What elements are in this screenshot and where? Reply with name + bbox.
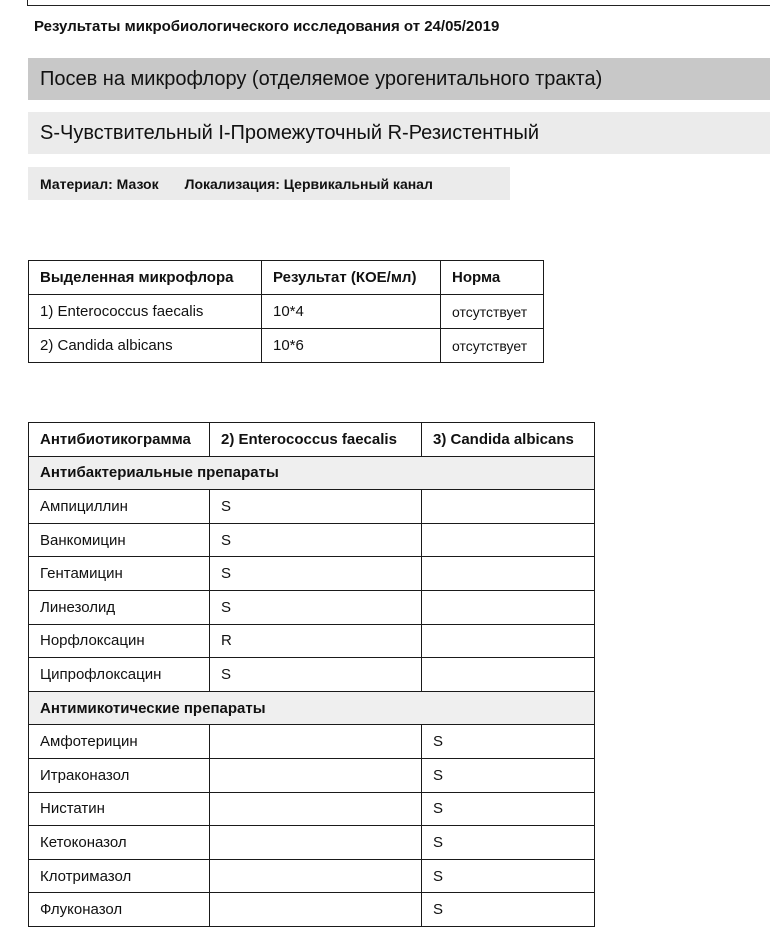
sensitivity-cell [210, 758, 422, 792]
top-frame [27, 0, 770, 6]
group-row-antibacterial [29, 456, 595, 490]
sensitivity-cell [210, 792, 422, 826]
sensitivity-cell: S [422, 725, 595, 759]
result-cell: 10*6 [262, 329, 441, 363]
drug-name: Флуконазол [29, 893, 210, 927]
sensitivity-cell [422, 557, 595, 591]
table-row [29, 329, 544, 363]
table-header-row [29, 261, 544, 295]
sensitivity-cell: S [422, 792, 595, 826]
group-title: Антимикотические препараты [29, 691, 595, 725]
drug-name: Ампициллин [29, 490, 210, 524]
report-title: Результаты микробиологического исследования от 24/05/2019 [34, 18, 500, 35]
sensitivity-cell: R [210, 624, 422, 658]
group-title: Антибактериальные препараты [29, 456, 595, 490]
drug-name: Линезолид [29, 590, 210, 624]
sensitivity-cell: S [422, 758, 595, 792]
localization-label: Локализация: Цервикальный канал [184, 175, 433, 192]
sensitivity-cell [210, 893, 422, 927]
table-row [29, 523, 595, 557]
table-row [29, 557, 595, 591]
column-header: 2) Enterococcus faecalis [210, 423, 422, 457]
sensitivity-cell [422, 624, 595, 658]
sensitivity-cell: S [422, 826, 595, 860]
column-header: Выделенная микрофлора [29, 261, 262, 295]
sensitivity-cell [422, 658, 595, 692]
microflora-table [28, 260, 544, 363]
sensitivity-cell [210, 725, 422, 759]
result-cell: 10*4 [262, 295, 441, 329]
specimen-info [28, 167, 510, 200]
test-name-banner [28, 58, 770, 100]
sensitivity-cell: S [422, 859, 595, 893]
sensitivity-cell: S [422, 893, 595, 927]
antibiogram-table [28, 422, 595, 927]
sensitivity-cell: S [210, 557, 422, 591]
table-row [29, 624, 595, 658]
table-header-row [29, 423, 595, 457]
table-row [29, 725, 595, 759]
sensitivity-cell: S [210, 590, 422, 624]
sensitivity-cell [210, 859, 422, 893]
table-row [29, 658, 595, 692]
sensitivity-cell: S [210, 490, 422, 524]
norm-cell: отсутствует [441, 329, 544, 363]
column-header: 3) Candida albicans [422, 423, 595, 457]
sensitivity-cell [210, 826, 422, 860]
table-row [29, 859, 595, 893]
table-row [29, 295, 544, 329]
organism-cell: 1) Enterococcus faecalis [29, 295, 262, 329]
norm-cell: отсутствует [441, 295, 544, 329]
drug-name: Кетоконазол [29, 826, 210, 860]
table-row [29, 826, 595, 860]
column-header: Результат (КОЕ/мл) [262, 261, 441, 295]
drug-name: Ципрофлоксацин [29, 658, 210, 692]
drug-name: Ванкомицин [29, 523, 210, 557]
table-row [29, 758, 595, 792]
sensitivity-cell [422, 490, 595, 524]
group-row-antifungal [29, 691, 595, 725]
drug-name: Итраконазол [29, 758, 210, 792]
sensitivity-cell: S [210, 523, 422, 557]
organism-cell: 2) Candida albicans [29, 329, 262, 363]
drug-name: Гентамицин [29, 557, 210, 591]
material-label: Материал: Мазок [40, 175, 159, 192]
drug-name: Нистатин [29, 792, 210, 826]
sensitivity-legend: S-Чувствительный I-Промежуточный R-Резистентный [40, 121, 540, 144]
column-header: Норма [441, 261, 544, 295]
table-row [29, 590, 595, 624]
test-name: Посев на микрофлору (отделяемое урогенитального тракта) [40, 67, 603, 90]
drug-name: Клотримазол [29, 859, 210, 893]
table-row [29, 893, 595, 927]
sensitivity-cell [422, 523, 595, 557]
legend-banner [28, 112, 770, 154]
drug-name: Амфотерицин [29, 725, 210, 759]
drug-name: Норфлоксацин [29, 624, 210, 658]
column-header: Антибиотикограмма [29, 423, 210, 457]
table-row [29, 792, 595, 826]
sensitivity-cell: S [210, 658, 422, 692]
sensitivity-cell [422, 590, 595, 624]
table-row [29, 490, 595, 524]
